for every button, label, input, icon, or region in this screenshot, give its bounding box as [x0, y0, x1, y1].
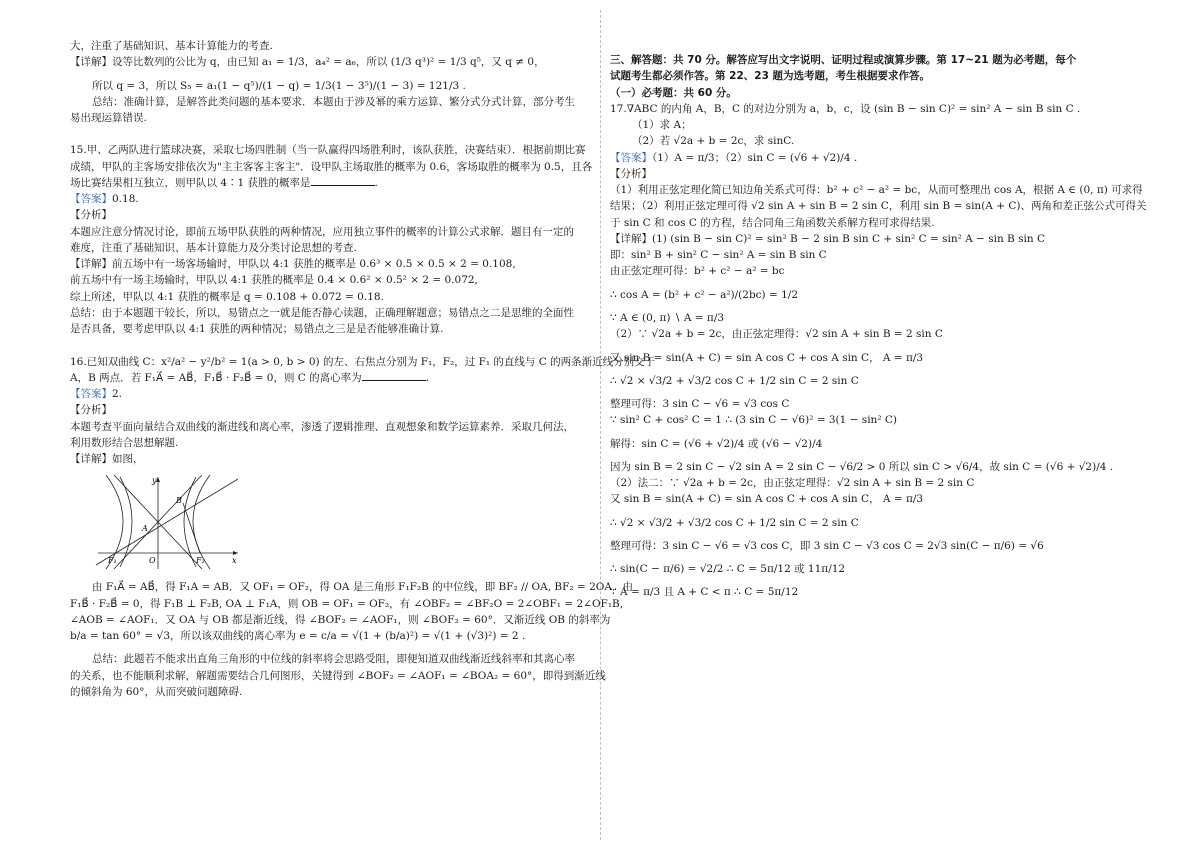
q17-solution-line: ∵ A ∈ (0, π) ∖ A = π/3 [610, 311, 725, 324]
q16-solution-line: 由 F₁A⃗ = AB⃗，得 F₁A = AB．又 OF₁ = OF₂，得 OA 是三角形 F₁F₂B 的中位线，即 BF₂ // OA, BF₂ = 2OA．由 [92, 581, 633, 594]
intro-line: 所以 q = 3，所以 S₅ = a₁(1 − q⁵)/(1 − q) = 1/3(1 − 3⁵)/(1 − 3) = 121/3 . [92, 79, 466, 92]
x-axis-arrow [233, 551, 238, 555]
intro-line: 大，注重了基础知识、基本计算能力的考查. [70, 40, 273, 52]
q17-analysis-line: 于 sin C 和 cos C 的方程，结合同角三角函数关系解方程可求得结果. [610, 216, 935, 229]
q15-answer-tag: 【答案】 [70, 193, 112, 206]
label-y: y [152, 476, 157, 486]
hyperbola-right-inner [184, 477, 196, 567]
q16-solution-line: 的关系，也不能顺利求解，解题需要结合几何图形，关键得到 ∠BOF₂ = ∠AOF₁ = ∠BOA₂ = 60°，即得到渐近线 [70, 669, 606, 682]
q17-solution-line: （2）∵ √2a + b = 2c，由正弦定理得：√2 sin A + sin B = 2 sin C [610, 328, 943, 341]
section-title-line: 试题考生都必须作答。第 22、23 题为选考题，考生根据要求作答。 [610, 70, 931, 83]
label-x: x [232, 556, 237, 566]
q17-solution-line: 由正弦定理可得：b² + c² − a² = bc [610, 265, 785, 278]
q15-solution-line: 前五场中有一场主场输时，甲队以 4:1 获胜的概率是 0.4 × 0.6² × 0.5² × 2 = 0.072, [70, 274, 478, 287]
q16-analysis-tag: 【分析】 [70, 404, 112, 417]
q17-answer-tag: 【答案】 [610, 151, 652, 164]
label-a: A [142, 524, 148, 534]
q17-solution-line: ∴ √2 × √3/2 + √3/2 cos C + 1/2 sin C = 2 sin C [610, 374, 859, 387]
q16-solution-line: 的倾斜角为 60°，从而突破问题障碍. [70, 685, 243, 698]
q15-answer-blank [311, 176, 375, 186]
q16-answer-tag: 【答案】 [70, 388, 112, 401]
left-column [70, 38, 656, 700]
q17-solution-line: 【详解】(1) (sin B − sin C)² = sin² B − 2 sin B sin C + sin² C = sin² A − sin B sin C [610, 232, 1045, 245]
q16-solution-line: F₁B⃗ · F₂B⃗ = 0，得 F₁B ⊥ F₂B, OA ⊥ F₁A，则 OB = OF₁ = OF₂，有 ∠OBF₂ = ∠BF₂O = 2∠OBF₁ = 2∠OF₁B, [70, 597, 624, 610]
q17-solution-line: 又 sin B = sin(A + C) = sin A cos C + cos A sin C， A = π/3 [610, 493, 924, 506]
q16-solution-line: ∠AOB = ∠AOF₁．又 OA 与 OB 都是渐近线，得 ∠BOF₂ = ∠AOF₁，则 ∠BOF₂ = 60°．又渐近线 OB 的斜率为 [70, 613, 611, 626]
q17-analysis-line: （1）利用正弦定理化简已知边角关系式可得：b² + c² − a² = bc，从而可整理出 cos A，根据 A ∈ (0, π) 可求得 [610, 184, 1143, 197]
q15-stem-line: 成绩，甲队的主客场安排依次为"主主客客主客主"．设甲队主场取胜的概率为 0.6，客场取胜的概率为 0.5，且各 [70, 160, 593, 173]
q15-stem-line: 15.甲、乙两队进行篮球决赛，采取七场四胜制（当一队赢得四场胜利时，该队获胜，决赛结束）．根据前期比赛 [70, 144, 586, 157]
q17-solution-line: ∵ A = π/3 且 A + C < π ∴ C = 5π/12 [610, 586, 799, 599]
q15-analysis-line: 难度，注重了基础知识、基本计算能力及分类讨论思想的考查. [70, 241, 357, 254]
q17-solution-line: 整理可得：3 sin C − √6 = √3 cos C [610, 398, 790, 411]
column-divider [600, 10, 601, 840]
label-f1: F₁ [108, 556, 117, 566]
q16-solution-line: b/a = tan 60° = √3，所以该双曲线的离心率为 e = c/a = √(1 + (b/a)²) = √(1 + (√3)²) = 2 . [70, 630, 526, 643]
q17-solution-line: ∴ √2 × √3/2 + √3/2 cos C + 1/2 sin C = 2 sin C [610, 516, 859, 529]
q16-analysis-line: 本题考查平面向量结合双曲线的渐进线和离心率，渗透了逻辑推理、直观想象和数学运算素养．采取几何法， [70, 420, 574, 433]
hyperbola-right-outer [193, 475, 210, 569]
q15-answer: 0.18. [112, 193, 139, 206]
q17-solution-line: ∴ cos A = (b² + c² − a²)/(2bc) = 1/2 [610, 288, 799, 301]
intro-line: 易出现运算错误. [70, 112, 147, 125]
section-title-line: 三、解答题：共 70 分。解答应写出文字说明、证明过程或演算步骤。第 17~21 题为必考题，每个 [610, 54, 1077, 66]
q17-part: （2）若 √2a + b = 2c，求 sinC. [632, 135, 795, 148]
q17-solution-line: 即：sin² B + sin² C − sin² A = sin B sin C [610, 249, 827, 262]
label-o: O [149, 556, 156, 566]
q16-stem-end: . [425, 371, 430, 384]
right-column [610, 52, 1147, 601]
label-f2: F₂ [196, 556, 205, 566]
q16-stem-line: A，B 两点．若 F₁A⃗ = AB⃗，F₁B⃗ · F₂B⃗ = 0，则 C 的离心率为 [70, 371, 362, 384]
q17-analysis-line: 结果；（2）利用正弦定理可得 √2 sin A + sin B = 2 sin C，利用 sin B = sin(A + C)、两角和差正弦公式可得关 [610, 200, 1147, 213]
q17-solution-line: 解得：sin C = (√6 + √2)/4 或 (√6 − √2)/4 [610, 437, 823, 450]
q17-stem: 17.∇ABC 的内角 A，B，C 的对边分别为 a，b，c，设 (sin B − sin C)² = sin² A − sin B sin C . [610, 102, 1081, 115]
hyperbola-diagram [92, 473, 242, 571]
q17-solution-line: ∵ sin² C + cos² C = 1 ∴ (3 sin C − √6)² = 3(1 − sin² C) [610, 414, 897, 427]
y-axis-arrow [156, 477, 160, 482]
question-15 [70, 142, 593, 337]
q15-analysis-tag: 【分析】 [70, 209, 112, 222]
q16-analysis-line: 利用数形结合思想解题. [70, 436, 179, 449]
q16-stem-line: 16.已知双曲线 C：x²/a² − y²/b² = 1(a > 0, b > 0) 的左、右焦点分别为 F₁，F₂，过 F₁ 的直线与 C 的两条渐近线分别交于 [70, 355, 656, 368]
q15-solution-line: 总结：由于本题题干较长，所以，易错点之一就是能否静心读题，正确理解题意；易错点之二是思维的全面性 [70, 306, 574, 319]
question-16 [70, 354, 656, 701]
hyperbola-left-outer [106, 475, 123, 569]
q17-solution-line: 因为 sin B = 2 sin C − √2 sin A = 2 sin C − √6/2 > 0 所以 sin C > √6/4，故 sin C = (√6 + √2)/4 . [610, 460, 1114, 473]
q16-detail-intro: 【详解】如图， [70, 453, 144, 466]
q17-solution-line: 又 sin B = sin(A + C) = sin A cos C + cos A sin C， A = π/3 [610, 351, 924, 364]
hyperbola-figure [92, 473, 242, 571]
q15-solution-line: 是否具备，要考虑甲队以 4:1 获胜的两种情况；易错点之三是是否能够准确计算. [70, 323, 444, 336]
segment-b-f2 [183, 503, 200, 553]
q15-solution-line: 【详解】前五场中有一场客场输时，甲队以 4:1 获胜的概率是 0.6³ × 0.5 × 0.5 × 2 = 0.108, [70, 258, 516, 271]
q16-answer-blank [362, 371, 426, 381]
q16-solution-line: 总结：此题若不能求出直角三角形的中位线的斜率将会思路受阻，即便知道双曲线渐近线斜率和其离心率 [92, 653, 575, 666]
q17-answer: （1）A = π/3；（2）sin C = (√6 + √2)/4 . [652, 151, 858, 164]
q15-solution-line: 综上所述，甲队以 4:1 获胜的概率是 q = 0.108 + 0.072 = 0.18. [70, 290, 384, 303]
q15-stem-line: 场比赛结果相互独立，则甲队以 4∶1 获胜的概率是 [70, 176, 311, 189]
q17-solution-line: 整理可得：3 sin C − √6 = √3 cos C，即 3 sin C − √3 cos C = 2√3 sin(C − π/6) = √6 [610, 539, 1044, 552]
intro-line: 【详解】设等比数列的公比为 q，由已知 a₁ = 1/3，a₄² = a₆，所以 (1/3 q³)² = 1/3 q⁵，又 q ≠ 0， [70, 56, 545, 69]
q15-analysis-line: 本题应注意分情况讨论，即前五场甲队获胜的两种情况，应用独立事件的概率的计算公式求解．题目有一定的 [70, 225, 574, 238]
intro-line: 总结：准确计算，是解答此类问题的基本要求．本题由于涉及幂的乘方运算、繁分式分式计算，部分考生 [92, 95, 575, 108]
q17-analysis-tag: 【分析】 [610, 167, 652, 180]
label-b: B [176, 496, 182, 506]
hyperbola-left-inner [120, 477, 132, 567]
q17-solution-line: （2）法二：∵ √2a + b = 2c，由正弦定理得：√2 sin A + sin B = 2 sin C [610, 477, 975, 490]
line-f1-b [96, 479, 238, 565]
q15-stem-end: . [374, 176, 378, 189]
question-17 [610, 101, 1147, 601]
sub-title: （一）必考题：共 60 分。 [610, 86, 737, 99]
q17-part: （1）求 A； [632, 119, 692, 132]
q16-answer: 2. [112, 388, 123, 401]
q17-solution-line: ∴ sin(C − π/6) = √2/2 ∴ C = 5π/12 或 11π/12 [610, 563, 846, 576]
